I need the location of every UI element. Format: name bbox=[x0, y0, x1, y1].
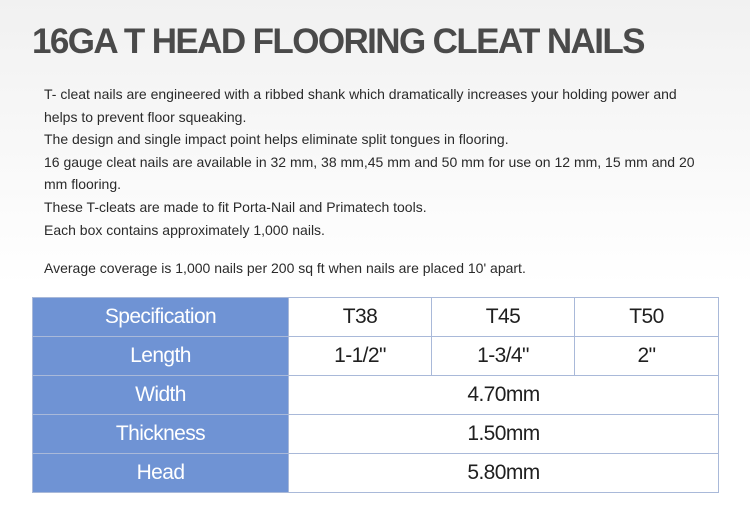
description-line: Each box contains approximately 1,000 nails. bbox=[44, 221, 325, 238]
width-value: 4.70mm bbox=[289, 376, 719, 415]
product-description bbox=[44, 83, 714, 280]
length-t50: 2" bbox=[575, 337, 719, 376]
page-title: 16GA T HEAD FLOORING CLEAT NAILS bbox=[32, 22, 644, 61]
row-label-head: Head bbox=[33, 454, 289, 493]
length-t38: 1-1/2" bbox=[289, 337, 432, 376]
length-t45: 1-3/4" bbox=[432, 337, 575, 376]
model-t38: T38 bbox=[289, 298, 432, 337]
table-row bbox=[33, 415, 719, 454]
description-line: 16 gauge cleat nails are available in 32 mm, 38 mm,45 mm and 50 mm for use on 12 mm, 15 mm and 20 mm flooring. bbox=[44, 153, 695, 193]
head-value: 5.80mm bbox=[289, 454, 719, 493]
specification-table bbox=[32, 297, 719, 493]
row-label-specification: Specification bbox=[33, 298, 289, 337]
table-row bbox=[33, 298, 719, 337]
row-label-width: Width bbox=[33, 376, 289, 415]
model-t45: T45 bbox=[432, 298, 575, 337]
thickness-value: 1.50mm bbox=[289, 415, 719, 454]
table-row bbox=[33, 337, 719, 376]
table-row bbox=[33, 454, 719, 493]
row-label-thickness: Thickness bbox=[33, 415, 289, 454]
model-t50: T50 bbox=[575, 298, 719, 337]
description-line: T- cleat nails are engineered with a ribbed shank which dramatically increases your holding power and helps to prevent floor squeaking. bbox=[44, 86, 677, 125]
row-label-length: Length bbox=[33, 337, 289, 376]
coverage-note: Average coverage is 1,000 nails per 200 sq ft when nails are placed 10' apart. bbox=[44, 260, 526, 277]
description-line: These T-cleats are made to fit Porta-Nail and Primatech tools. bbox=[44, 198, 427, 215]
table-row bbox=[33, 376, 719, 415]
description-line: The design and single impact point helps eliminate split tongues in flooring. bbox=[44, 131, 509, 148]
